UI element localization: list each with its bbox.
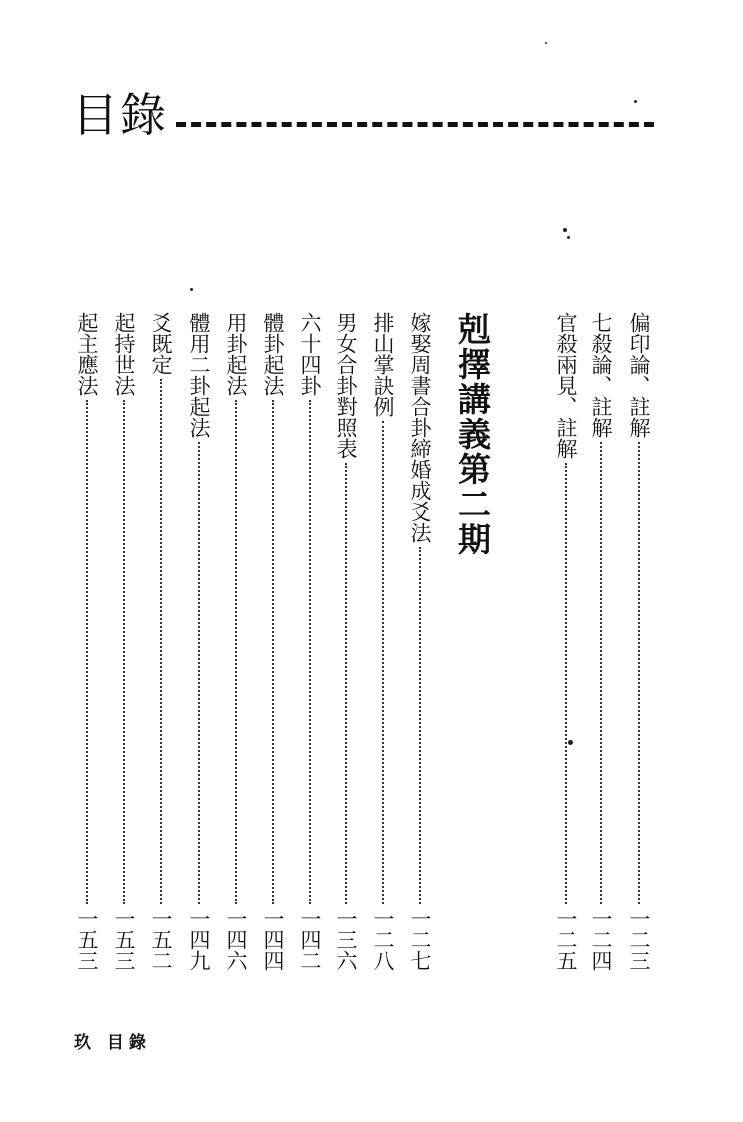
toc-entry-title: 體用二卦起法 bbox=[187, 312, 211, 438]
toc-entry[interactable] bbox=[297, 312, 323, 972]
toc-entry[interactable] bbox=[74, 312, 100, 972]
toc-entry-page: 一二七 bbox=[408, 908, 432, 971]
leader-dots bbox=[160, 379, 162, 904]
toc-entry-page: 一四九 bbox=[187, 908, 211, 971]
toc-entry-page: 一二八 bbox=[371, 908, 395, 971]
footer-label: 目錄 bbox=[106, 1033, 151, 1053]
toc-entry-title: 體卦起法 bbox=[261, 312, 285, 396]
toc-entry[interactable] bbox=[223, 312, 249, 972]
leader-dots bbox=[86, 400, 88, 904]
toc-entry-title: 男女合卦對照表 bbox=[334, 312, 358, 459]
title-divider bbox=[176, 122, 654, 127]
scan-speck bbox=[190, 288, 193, 291]
leader-dots bbox=[309, 400, 311, 904]
toc-entry-title: 排山掌訣例 bbox=[371, 312, 395, 417]
leader-dots bbox=[123, 400, 125, 904]
leader-dots bbox=[600, 442, 602, 904]
toc-entry-title: 嫁娶周書合卦締婚成爻法 bbox=[408, 312, 432, 543]
toc-entry-title: 七殺論、註解 bbox=[589, 312, 613, 438]
scan-speck bbox=[545, 42, 547, 44]
toc-entry-title: 用卦起法 bbox=[224, 312, 248, 396]
scan-speck bbox=[568, 740, 573, 745]
scan-speck bbox=[634, 100, 637, 103]
toc-entry-page: 一四六 bbox=[224, 908, 248, 971]
leader-dots bbox=[382, 421, 384, 904]
page-title: 目錄 bbox=[72, 88, 168, 142]
toc-entry[interactable] bbox=[626, 312, 652, 972]
toc-entry-page: 一三六 bbox=[334, 908, 358, 971]
footer-page-number: 玖 bbox=[74, 1033, 96, 1053]
toc-entry[interactable] bbox=[588, 312, 614, 972]
toc-entry-page: 一四二 bbox=[298, 908, 322, 971]
toc-entry-title: 起主應法 bbox=[75, 312, 99, 396]
toc-entry-page: 一二五 bbox=[554, 908, 578, 971]
leader-dots bbox=[565, 463, 567, 904]
toc-entry[interactable] bbox=[333, 312, 359, 972]
toc-entry-title: 偏印論、註解 bbox=[627, 312, 651, 438]
page-footer bbox=[74, 1028, 151, 1053]
toc-entry[interactable] bbox=[148, 312, 174, 972]
toc-entry-title: 六十四卦 bbox=[298, 312, 322, 396]
section-heading: 剋擇講義第二期 bbox=[453, 312, 492, 557]
toc-entry-title: 官殺兩見、註解 bbox=[554, 312, 578, 459]
toc-entry-page: 一五三 bbox=[75, 908, 99, 971]
toc-entry[interactable] bbox=[553, 312, 579, 972]
toc-entry[interactable] bbox=[186, 312, 212, 972]
toc-entry-page: 一二四 bbox=[589, 908, 613, 971]
leader-dots bbox=[235, 400, 237, 904]
leader-dots bbox=[272, 400, 274, 904]
toc-entry-page: 一四四 bbox=[261, 908, 285, 971]
toc-entry[interactable] bbox=[407, 312, 433, 972]
leader-dots bbox=[198, 442, 200, 904]
toc-entry[interactable] bbox=[260, 312, 286, 972]
leader-dots bbox=[419, 547, 421, 904]
toc-entry[interactable] bbox=[111, 312, 137, 972]
toc-entry[interactable] bbox=[370, 312, 396, 972]
toc-entry-title: 起持世法 bbox=[112, 312, 136, 396]
leader-dots bbox=[638, 442, 640, 904]
toc-entry-title: 爻既定 bbox=[149, 312, 173, 375]
toc-entry-page: 一二三 bbox=[627, 908, 651, 971]
leader-dots bbox=[345, 463, 347, 904]
scan-speck bbox=[563, 228, 567, 232]
toc-entry-page: 一五三 bbox=[112, 908, 136, 971]
scan-speck bbox=[567, 236, 570, 239]
toc-entry-page: 一五二 bbox=[149, 908, 173, 971]
